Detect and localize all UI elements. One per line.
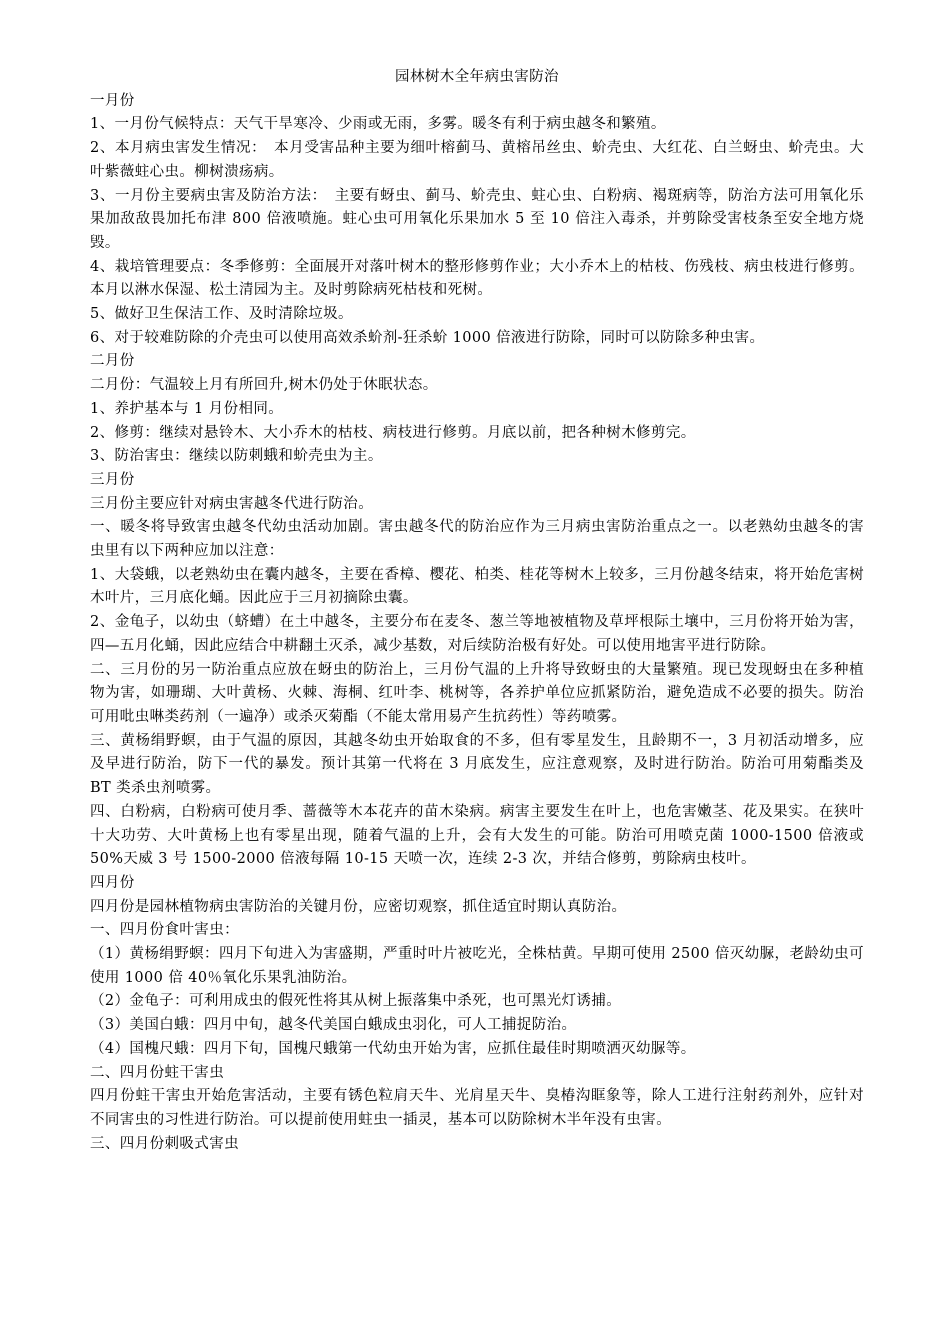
paragraph: 4、栽培管理要点：冬季修剪：全面展开对落叶树木的整形修剪作业；大小乔木上的枯枝、伤残枝、病虫枝进行修剪。本月以淋水保湿、松土清园为主。及时剪除病死枯枝和死树。: [90, 258, 864, 299]
paragraph-month-apr: 四月份: [90, 874, 135, 891]
paragraph: 四月份是园林植物病虫害防治的关键月份，应密切观察，抓住适宜时期认真防治。: [90, 898, 627, 915]
paragraph: 3、一月份主要病虫害及防治方法： 主要有蚜虫、蓟马、蚧壳虫、蛀心虫、白粉病、褐斑病等，防治方法可用氧化乐果加敌敌畏加托布津 800 倍液喷施。蛀心虫可用氧化乐果加水 5 至 10 倍注入毒杀，并剪除受害枝条至安全地方烧毁。: [90, 187, 864, 251]
paragraph: （4）国槐尺蛾：四月下旬，国槐尺蛾第一代幼虫开始为害，应抓住最佳时期喷洒灭幼脲等。: [90, 1040, 696, 1057]
paragraph: 四月份蛀干害虫开始危害活动，主要有锈色粒肩天牛、光肩星天牛、臭椿沟眶象等，除人工进行注射药剂外，应针对不同害虫的习性进行防治。可以提前使用蛀虫一插灵，基本可以防除树木半年没有虫害。: [90, 1088, 864, 1128]
paragraph: 5、做好卫生保洁工作、及时清除垃圾。: [90, 306, 353, 323]
paragraph: 2、修剪：继续对悬铃木、大小乔木的枯枝、病枝进行修剪。月底以前，把各种树木修剪完。: [90, 424, 696, 441]
paragraph: 三、黄杨绢野螟，由于气温的原因，其越冬幼虫开始取食的不多，但有零星发生，且龄期不一，3 月初活动增多，应及早进行防治，防下一代的暴发。预计其第一代将在 3 月底发生，应注意观察，及时进行防治。防治可用菊酯类及 BT 类杀虫剂喷雾。: [90, 732, 864, 797]
document-page: [90, 66, 864, 1156]
paragraph: 二、四月份蛀干害虫: [90, 1064, 225, 1081]
paragraph: 一、暖冬将导致害虫越冬代幼虫活动加剧。害虫越冬代的防治应作为三月病虫害防治重点之一。以老熟幼虫越冬的害虫里有以下两种应加以注意：: [90, 519, 864, 560]
paragraph: 1、养护基本与 1 月份相同。: [90, 400, 284, 417]
paragraph: （1）黄杨绢野螟：四月下旬进入为害盛期，严重时叶片被吃光，全株枯黄。早期可使用 2500 倍灭幼脲，老龄幼虫可使用 1000 倍 40％氧化乐果乳油防治。: [90, 946, 864, 986]
paragraph: 2、本月病虫害发生情况： 本月受害品种主要为细叶榕蓟马、黄榕吊丝虫、蚧壳虫、大红花、白兰蚜虫、蚧壳虫。大叶紫薇蛀心虫。柳树溃疡病。: [90, 140, 864, 180]
paragraph-month-jan: 一月份: [90, 92, 135, 109]
paragraph: 1、一月份气候特点：天气干旱寒冷、少雨或无雨，多雾。暖冬有利于病虫越冬和繁殖。: [90, 116, 666, 133]
paragraph: 三月份主要应针对病虫害越冬代进行防治。: [90, 495, 374, 512]
paragraph: 二月份：气温较上月有所回升,树木仍处于休眠状态。: [90, 377, 438, 394]
document-title: 园林树木全年病虫害防治: [395, 69, 559, 85]
paragraph: 四、白粉病，白粉病可使月季、蔷薇等木本花卉的苗木染病。病害主要发生在叶上，也危害嫩茎、花及果实。在狭叶十大功劳、大叶黄杨上也有零星出现，随着气温的上升，会有大发生的可能。防治可用喷克菌 1000-1500 倍液或 50%天威 3 号 1500-2000 倍液每隔 10-15 天喷一次，连续 2-3 次，并结合修剪，剪除病虫枝叶。: [90, 803, 864, 868]
paragraph: 3、防治害虫：继续以防刺蛾和蚧壳虫为主。: [90, 448, 383, 465]
paragraph: 三、四月份刺吸式害虫: [90, 1135, 239, 1152]
paragraph: 二、三月份的另一防治重点应放在蚜虫的防治上，三月份气温的上升将导致蚜虫的大量繁殖。现已发现蚜虫在多种植物为害，如珊瑚、大叶黄杨、火棘、海桐、红叶李、桃树等，各养护单位应抓紧防治，避免造成不必要的损失。防治可用吡虫啉类药剂（一遍净）或杀灭菊酯（不能太常用易产生抗药性）等药喷雾。: [90, 661, 864, 725]
paragraph-month-feb: 二月份: [90, 353, 135, 370]
paragraph: 1、大袋蛾，以老熟幼虫在囊内越冬，主要在香樟、樱花、柏类、桂花等树木上较多，三月份越冬结束，将开始危害树木叶片，三月底化蛹。因此应于三月初摘除虫囊。: [90, 566, 864, 607]
paragraph-month-mar: 三月份: [90, 471, 135, 488]
paragraph: （3）美国白蛾：四月中旬，越冬代美国白蛾成虫羽化，可人工捕捉防治。: [90, 1017, 577, 1034]
paragraph: 2、金龟子，以幼虫（蛴螬）在土中越冬，主要分布在麦冬、葱兰等地被植物及草坪根际土壤中，三月份将开始为害，四—五月化蛹，因此应结合中耕翻土灭杀，减少基数，对后续防治极有好处。可以使用地害平进行防除。: [90, 614, 864, 654]
paragraph: 6、对于较难防除的介壳虫可以使用高效杀蚧剂-狂杀蚧 1000 倍液进行防除，同时可以防除多种虫害。: [90, 329, 765, 346]
paragraph: （2）金龟子：可利用成虫的假死性将其从树上振落集中杀死，也可黑光灯诱捕。: [90, 993, 622, 1010]
paragraph: 一、四月份食叶害虫：: [90, 922, 239, 939]
